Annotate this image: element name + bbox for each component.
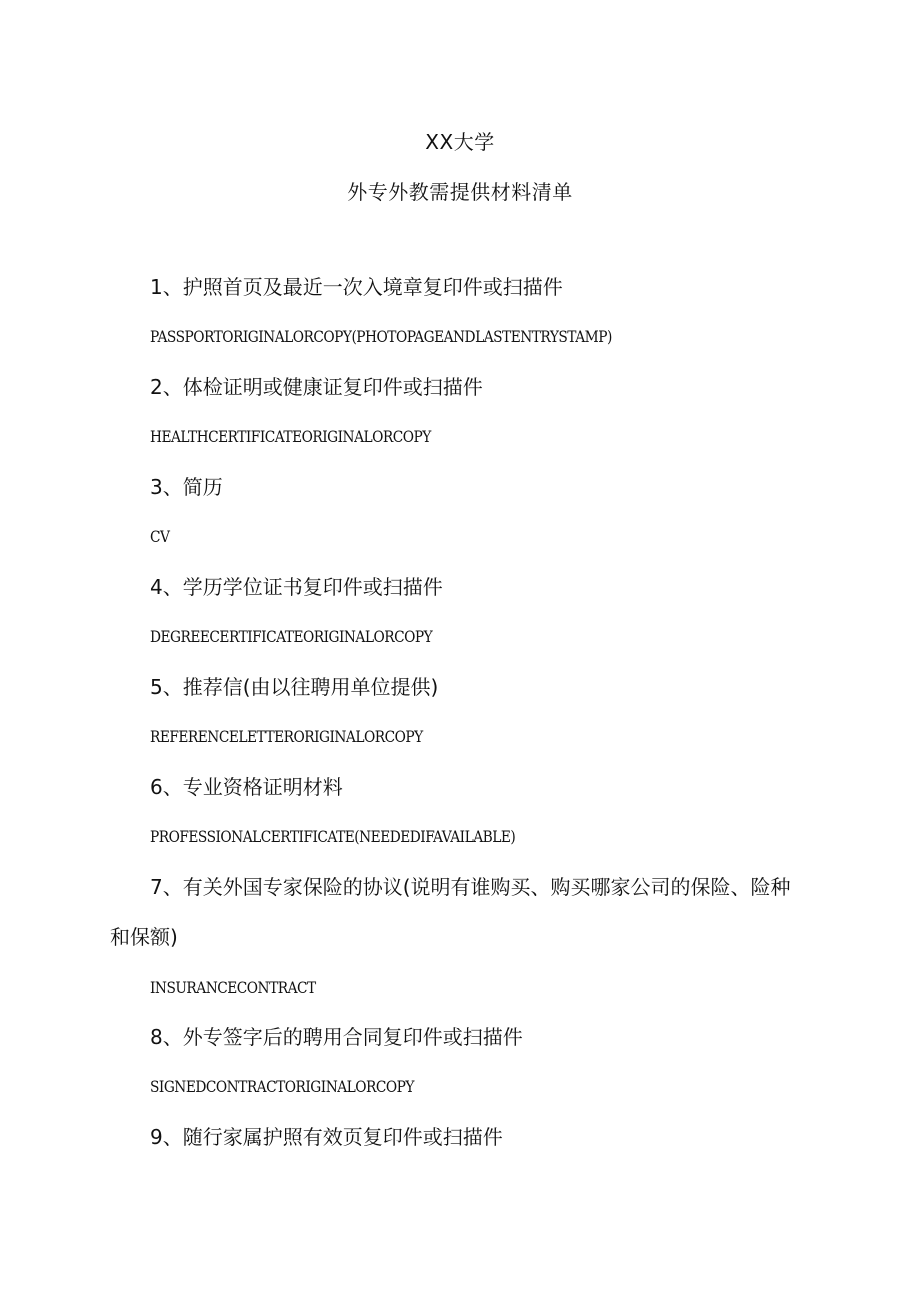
item-3-en: CV	[150, 527, 170, 546]
document-title: XX大学	[425, 130, 495, 154]
item-3-cn: 3、简历	[150, 475, 223, 499]
item-7-en: INSURANCECONTRACT	[150, 978, 316, 997]
item-1-cn: 1、护照首页及最近一次入境章复印件或扫描件	[150, 275, 563, 299]
item-7-cn: 7、有关外国专家保险的协议(说明有谁购买、购买哪家公司的保险、险种和保额)	[110, 875, 791, 949]
item-8-en: SIGNEDCONTRACTORIGINALORCOPY	[150, 1077, 414, 1096]
item-2-cn: 2、体检证明或健康证复印件或扫描件	[150, 375, 483, 399]
item-2-en: HEALTHCERTIFICATEORIGINALORCOPY	[150, 427, 431, 446]
item-6-cn: 6、专业资格证明材料	[150, 775, 343, 799]
item-5-cn: 5、推荐信(由以往聘用单位提供)	[150, 675, 439, 699]
item-9-cn: 9、随行家属护照有效页复印件或扫描件	[150, 1125, 503, 1149]
item-8-cn: 8、外专签字后的聘用合同复印件或扫描件	[150, 1025, 523, 1049]
item-5-en: REFERENCELETTERORIGINALORCOPY	[150, 727, 423, 746]
item-6-en: PROFESSIONALCERTIFICATE(NEEDEDIFAVAILABLE)	[150, 827, 516, 846]
item-4-en: DEGREECERTIFICATEORIGINALORCOPY	[150, 627, 433, 646]
item-4-cn: 4、学历学位证书复印件或扫描件	[150, 575, 443, 599]
item-1-en: PASSPORTORIGINALORCOPY(PHOTOPAGEANDLASTENTRYSTAMP)	[150, 327, 612, 346]
document-subtitle: 外专外教需提供材料清单	[347, 180, 573, 204]
